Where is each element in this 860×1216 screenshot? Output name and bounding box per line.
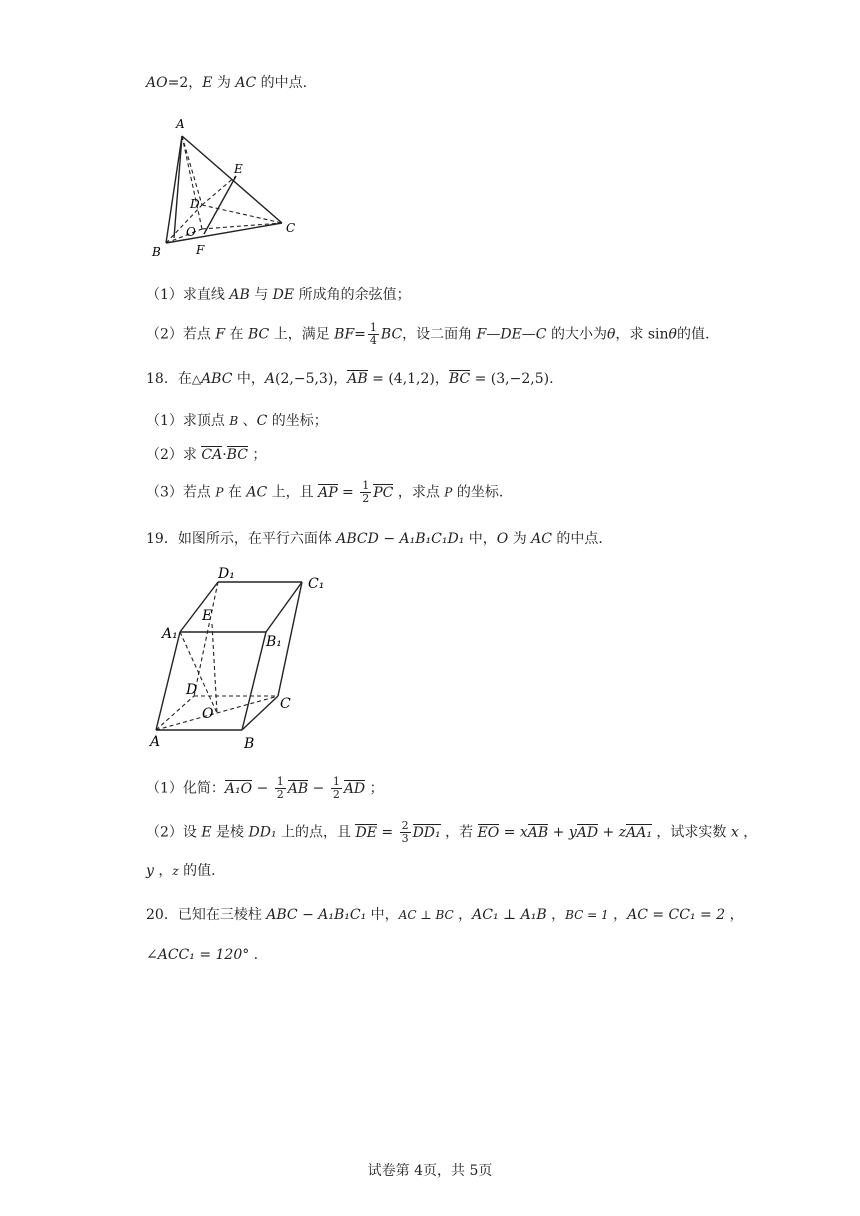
q19-part2: （2）设 E 是棱 DD₁ 上的点，且 DE = $\frac{2}{3}$ DD₁ ，若 EO = xAB + yAD + zAA₁ ，试求实数 x ， <box>146 819 758 845</box>
figure-parallelepiped <box>146 560 346 760</box>
q19-part2-cont: y ，z 的值. <box>146 863 216 879</box>
fig2-label-e: E <box>202 608 213 624</box>
q17-part2: （2）若点 F 在 BC 上，满足 BF= $\frac{1}{4}$ BC，设二面角 F—DE—C 的大小为θ，求 sinθ的值. <box>146 321 710 347</box>
q20-stem: 20．已知在三棱柱 ABC − A₁B₁C₁ 中，AC ⊥ BC ，AC₁ ⊥ A₁B ，BC = 1 ，AC = CC₁ = 2 ， <box>146 907 744 923</box>
fig1-label-e: E <box>234 162 243 176</box>
q18-part1: （1）求顶点 B 、C 的坐标； <box>146 413 328 429</box>
fig2-label-d: D <box>186 682 198 698</box>
fig1-label-c: C <box>286 221 296 235</box>
fig2-label-a: A <box>150 734 161 750</box>
fraction-one-half-a: $\frac{1}{2}$ <box>276 775 284 801</box>
fraction-two-thirds: $\frac{2}{3}$ <box>401 819 409 845</box>
q18-stem: 18．在△ABC 中，A(2,−5,3)，AB = (4,1,2)，BC = (3,−2,5). <box>146 371 554 387</box>
figure-tetrahedron <box>140 112 310 272</box>
q17-part1: （1）求直线 AB 与 DE 所成角的余弦值； <box>146 287 411 303</box>
fig2-label-b: B <box>244 736 255 752</box>
fraction-one-quarter: $\frac{1}{4}$ <box>369 321 377 347</box>
fig2-label-o: O <box>202 706 214 722</box>
fig1-label-o: O <box>186 225 196 239</box>
fig1-label-b: B <box>152 245 161 259</box>
q18-part3: （3）若点 P 在 AC 上，且 AP = $\frac{1}{2}$ PC ，求点 P 的坐标. <box>146 479 504 505</box>
fraction-one-half-b: $\frac{1}{2}$ <box>332 775 340 801</box>
fig1-label-f: F <box>196 243 205 257</box>
q19-stem: 19．如图所示，在平行六面体 ABCD − A₁B₁C₁D₁ 中，O 为 AC 的中点. <box>146 531 603 547</box>
q20-stem-angle: ∠ACC₁ = 120° . <box>146 947 259 963</box>
fig1-label-a: A <box>176 117 185 131</box>
q19-part1: （1）化简：A₁O − $\frac{1}{2}$ AB − $\frac{1}{2}$ AD ； <box>146 775 384 801</box>
fig2-label-b1: B₁ <box>266 634 282 650</box>
fig2-label-c1: C₁ <box>308 576 325 592</box>
fig2-label-c: C <box>280 696 291 712</box>
fig1-label-d: D <box>190 197 200 211</box>
q18-part2: （2）求 CA·BC ； <box>146 447 267 463</box>
fig2-label-d1: D₁ <box>218 566 235 582</box>
page-footer: 试卷第 4页，共 5页 <box>367 1163 493 1179</box>
fig2-label-a1: A₁ <box>162 626 178 642</box>
line-ao-eq-2: AO=2，E 为 AC 的中点. <box>146 75 308 91</box>
fraction-one-half: $\frac{1}{2}$ <box>362 479 370 505</box>
